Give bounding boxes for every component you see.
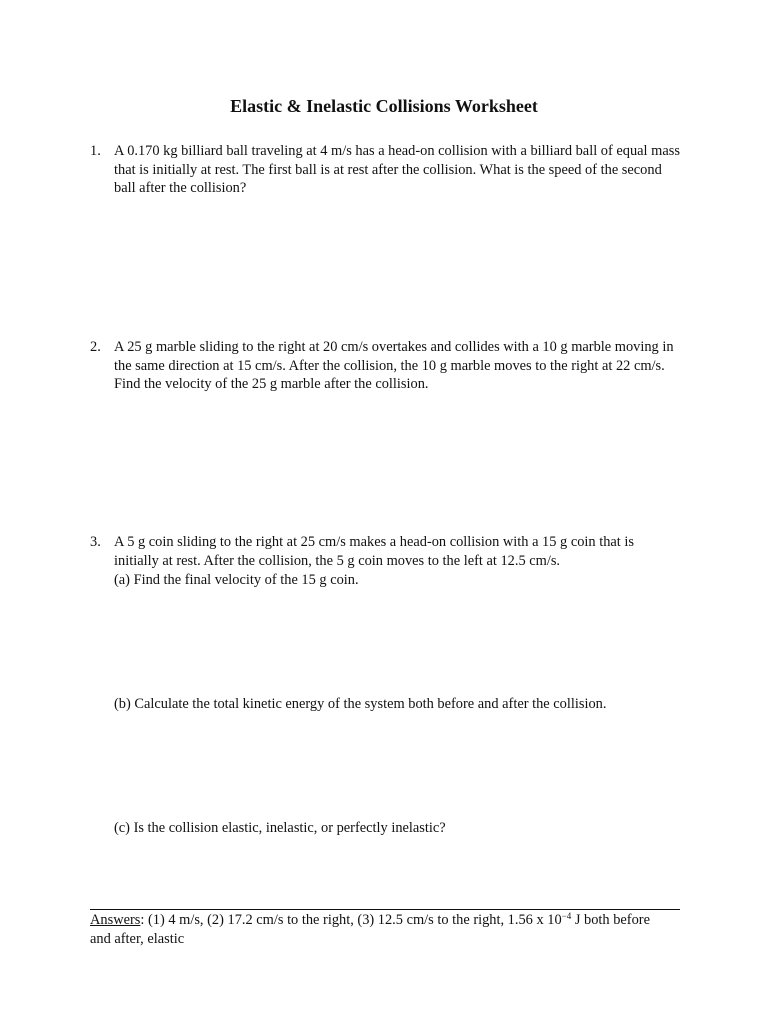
question-text: A 25 g marble sliding to the right at 20 cm/s overtakes and collides with a 10 g marble moving in the same direction at 15 cm/s. After the collision, the 10 g marble moves to the right at 22 cm/s. Find the velocity of the 25 g marble after the collision. xyxy=(114,339,674,392)
answers-text-2: J both before and after, elastic xyxy=(90,912,650,947)
answers-divider xyxy=(90,909,680,910)
question-3-part-a: (a) Find the final velocity of the 15 g coin. xyxy=(114,572,359,588)
page-title: Elastic & Inelastic Collisions Worksheet xyxy=(230,96,538,116)
question-3 xyxy=(90,533,680,570)
question-3-part-c: (c) Is the collision elastic, inelastic, or perfectly inelastic? xyxy=(114,820,446,836)
answers-exponent: −4 xyxy=(561,911,572,921)
question-number: 3. xyxy=(90,534,101,550)
question-2 xyxy=(90,338,680,394)
question-number: 2. xyxy=(90,339,101,355)
question-text: A 5 g coin sliding to the right at 25 cm/s makes a head-on collision with a 15 g coin that is initially at rest. After the collision, the 5 g coin moves to the left at 12.5 cm/s. xyxy=(114,534,634,569)
question-number: 1. xyxy=(90,143,101,159)
answers-text-1: : (1) 4 m/s, (2) 17.2 cm/s to the right, (3) 12.5 cm/s to the right, 1.56 x 10 xyxy=(140,912,562,928)
answers-label: Answers xyxy=(90,912,141,928)
question-text: A 0.170 kg billiard ball traveling at 4 m/s has a head-on collision with a billiard ball of equal mass that is initially at rest. The first ball is at rest after the collision. What is the speed of the second ball after the collision? xyxy=(114,143,680,196)
question-1 xyxy=(90,142,680,198)
question-3-part-b: (b) Calculate the total kinetic energy of the system both before and after the collision. xyxy=(114,696,607,712)
answers-section xyxy=(90,911,650,948)
